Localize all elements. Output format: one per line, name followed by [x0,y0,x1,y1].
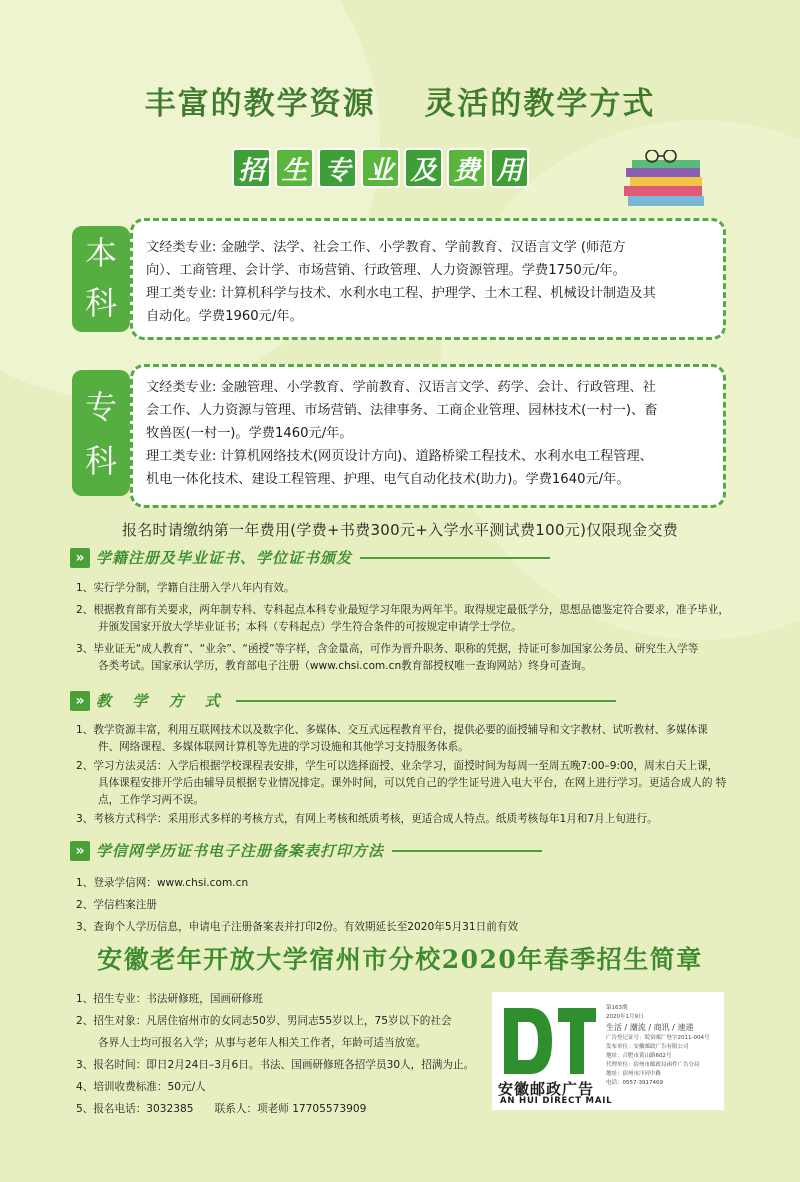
tab-char: 本 [84,234,117,272]
undergrad-line: 理工类专业: 计算机科学与技术、水利水电工程、护理学、土木工程、机械设计制造及其 [146,286,656,301]
fee-note: 报名时请缴纳第一年费用(学费+书费300元+入学水平测试费100元)仅限现金交费 [121,521,679,539]
list-item: 点，工作学习两不误。 [98,794,204,806]
college-line: 机电一体化技术、建设工程管理、护理、电气自动化技术(助力)。学费1640元/年。 [146,472,630,487]
section3-list [76,872,756,938]
section1-title: 学籍注册及毕业证书、学位证书颁发 [96,549,353,567]
section-divider [392,850,542,852]
section2-list [76,722,756,828]
section2-title: 教 学 方 式 [96,692,228,710]
undergrad-line: 文经类专业: 金融学、法学、社会工作、小学教育、学前教育、汉语言文学 (师范方 [146,240,626,255]
list-item: 1、教学资源丰富，利用互联网技术以及数字化、多媒体、交互式远程教育平台，提供必要的面授辅导和文字教材、试听教材、多媒体课 [76,724,708,736]
list-item: 具体课程安排开学后由辅导员根据专业情况排定。课外时间，可以凭自己的学生证号进入电大平台，在网上进行学习。更适合成人的 特 [98,777,727,789]
logo-english-name: AN HUI DIRECT MAIL [500,1096,613,1106]
banner-char: 用 [490,148,529,188]
enrollment-banner [232,148,529,188]
logo-chinese-name: 安徽邮政广告 [498,1080,595,1098]
undergrad-line: 自动化。学费1960元/年。 [146,309,303,324]
logo-date: 2020年1月9日 [606,1014,644,1020]
section1-header [70,547,550,568]
banner-char: 专 [318,148,357,188]
section-divider [360,557,550,559]
list-item: 3、毕业证无“成人教育”、“业余”、“函授”等字样，含金量高，可作为晋升职务、职称的凭据，持证可参加国家公务员、研究生入学等 [76,643,699,655]
senior-title: 安徽老年开放大学宿州市分校2020年春季招生简章 [97,945,703,974]
logo-info-line: 广告登记证号：皖宿邮广登字2011-004号 [606,1035,710,1041]
section1-list [76,580,756,675]
logo-issue: 第163期 [606,1005,628,1011]
tab-char: 科 [84,442,117,480]
section3-title: 学信网学历证书电子注册备案表打印方法 [96,842,385,860]
undergrad-tab [72,226,130,332]
books-glasses-icon [622,150,710,210]
dm-logo-icon [500,1004,600,1078]
list-item: 3、考核方式科学：采用形式多样的考核方式，有网上考核和纸质考核，更适合成人特点。纸质考核每年1月和7月上旬进行。 [76,813,658,825]
list-item: 3、报名时间：即日2月24日–3月6日。书法、国画研修班各招学员30人，招满为止。 [76,1059,475,1071]
list-item: 4、培训收费标准：50元/人 [76,1081,206,1093]
title-right: 灵活的教学方式 [424,86,656,122]
list-item: 2、学信档案注册 [76,899,157,911]
chevron-right-icon: » [70,691,90,711]
list-item: 各类考试。国家承认学历，教育部电子注册（www.chsi.com.cn教育部授权唯一查询网站）终身可查询。 [98,660,592,672]
list-item: 1、实行学分制，学籍自注册入学八年内有效。 [76,582,295,594]
college-line: 文经类专业: 金融管理、小学教育、学前教育、汉语言文学、药学、会计、行政管理、社 [146,380,656,395]
list-item: 2、学习方法灵活：入学后根据学校课程表安排，学生可以选择面授、业余学习，面授时间为每周一至周五晚7:00–9:00，周末白天上课， [76,760,719,772]
logo-info-line: 代理单位：宿州市邮政局函件广告分局 [606,1062,700,1068]
banner-char: 招 [232,148,271,188]
background-circle-left [0,0,380,400]
banner-char: 及 [404,148,443,188]
college-line: 会工作、人力资源与管理、市场营销、法律事务、工商企业管理、园林技术(一村一)、畜 [146,403,658,418]
logo-info-line: 地址：合肥市黄山路602号 [606,1053,672,1059]
tab-char: 专 [84,388,117,426]
college-text [146,376,716,491]
list-item: 并颁发国家开放大学毕业证书；本科（专科起点）学生符合条件的可按规定申请学士学位。 [98,621,522,633]
undergrad-line: 向）、工商管理、会计学、市场营销、行政管理、人力资源管理。学费1750元/年。 [146,263,626,278]
list-item: 3、查询个人学历信息，申请电子注册备案表并打印2份。有效期延长至2020年5月31日前有效 [76,921,519,933]
list-item: 2、招生对象：凡居住宿州市的女同志50岁、男同志55岁以上，75岁以下的社会 [76,1015,452,1027]
section2-header [70,690,616,711]
logo-info [606,1004,720,1088]
section-divider [236,700,616,702]
banner-char: 生 [275,148,314,188]
list-item: 1、招生专业：书法研修班，国画研修班 [76,993,263,1005]
banner-char: 业 [361,148,400,188]
title-left: 丰富的教学资源 [144,86,376,122]
tab-char: 科 [84,284,117,322]
chevron-right-icon: » [70,548,90,568]
logo-info-line: 电话：0557-3917469 [606,1080,663,1086]
chevron-right-icon: » [70,841,90,861]
list-item: 1、登录学信网：www.chsi.com.cn [76,877,249,889]
logo-info-line: 发布单位：安徽邮政广告有限公司 [606,1044,689,1050]
list-item: 件、网络课程、多媒体联网计算机等先进的学习设施和其他学习支持服务体系。 [98,741,469,753]
college-line: 理工类专业: 计算机网络技术(网页设计方向)、道路桥梁工程技术、水利水电工程管理、 [146,449,653,464]
senior-list [76,988,486,1120]
banner-char: 费 [447,148,486,188]
college-line: 牧兽医(一村一)。学费1460元/年。 [146,426,353,441]
section3-header [70,840,542,861]
list-item: 2、根据教育部有关要求，两年制专科、专科起点本科专业最短学习年限为两年半。取得规定最低学分，思想品德鉴定符合要求，准予毕业， [76,604,729,616]
list-item: 5、报名电话：3032385 联系人：项老师 17705573909 [76,1103,367,1115]
logo-info-line: 地址：宿州市汴河中路 [606,1071,662,1077]
list-item: 各界人士均可报名入学；从事与老年人相关工作者，年龄可适当放宽。 [98,1037,427,1049]
logo-slogan: 生活 / 潮流 / 商讯 / 速递 [606,1023,694,1032]
college-tab [72,370,130,496]
undergrad-text [146,236,716,328]
main-title [0,78,800,123]
